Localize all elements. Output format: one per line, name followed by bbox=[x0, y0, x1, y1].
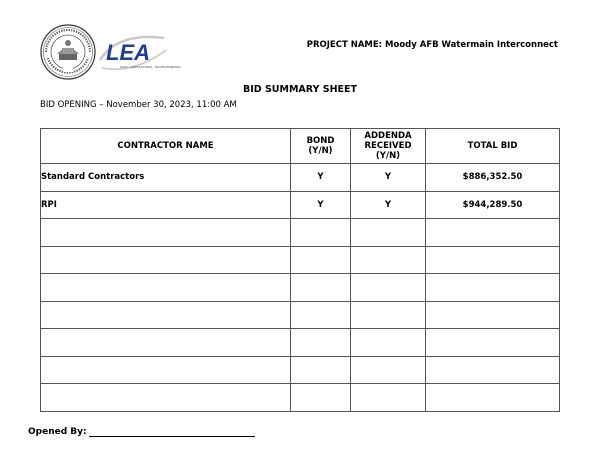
addenda-cell bbox=[351, 219, 426, 247]
total-bid-cell bbox=[426, 274, 560, 302]
header-bond: BOND (Y/N) bbox=[291, 129, 351, 164]
header-addenda-received: ADDENDA RECEIVED (Y/N) bbox=[351, 129, 426, 164]
total-bid-cell bbox=[426, 219, 560, 247]
contractor-name-cell: RPI bbox=[41, 191, 291, 219]
bond-cell bbox=[291, 356, 351, 384]
addenda-cell: Y bbox=[351, 191, 426, 219]
contractor-name-cell bbox=[41, 356, 291, 384]
table-row bbox=[41, 219, 560, 247]
county-seal-icon bbox=[40, 24, 96, 80]
addenda-cell bbox=[351, 356, 426, 384]
contractor-name-cell: Standard Contractors bbox=[41, 164, 291, 192]
bond-cell bbox=[291, 301, 351, 329]
contractor-name-cell bbox=[41, 219, 291, 247]
total-bid-cell: $944,289.50 bbox=[426, 191, 560, 219]
bond-cell: Y bbox=[291, 191, 351, 219]
table-row bbox=[41, 274, 560, 302]
addenda-cell bbox=[351, 329, 426, 357]
header-contractor-name: CONTRACTOR NAME bbox=[41, 129, 291, 164]
total-bid-cell bbox=[426, 384, 560, 412]
bond-cell bbox=[291, 246, 351, 274]
table-header-row bbox=[41, 129, 560, 164]
table-row bbox=[41, 301, 560, 329]
table-row bbox=[41, 191, 560, 219]
logo-tagline: CIVIL · AGRICULTURAL · ENVIRONMENTAL bbox=[120, 65, 182, 69]
signature-line bbox=[89, 427, 255, 437]
opened-by-field bbox=[28, 427, 255, 437]
total-bid-cell: $886,352.50 bbox=[426, 164, 560, 192]
total-bid-cell bbox=[426, 356, 560, 384]
table-row bbox=[41, 164, 560, 192]
opened-by-label: Opened By: bbox=[28, 427, 87, 437]
bond-cell bbox=[291, 384, 351, 412]
lea-logo bbox=[98, 30, 182, 74]
addenda-cell bbox=[351, 384, 426, 412]
addenda-cell bbox=[351, 274, 426, 302]
bond-cell bbox=[291, 329, 351, 357]
project-name: PROJECT NAME: Moody AFB Watermain Interconnect bbox=[306, 40, 558, 50]
table-row bbox=[41, 384, 560, 412]
addenda-cell bbox=[351, 246, 426, 274]
bond-cell bbox=[291, 219, 351, 247]
bid-opening-date: BID OPENING – November 30, 2023, 11:00 AM bbox=[40, 100, 237, 110]
contractor-name-cell bbox=[41, 301, 291, 329]
total-bid-cell bbox=[426, 329, 560, 357]
contractor-name-cell bbox=[41, 246, 291, 274]
addenda-cell: Y bbox=[351, 164, 426, 192]
page-title: BID SUMMARY SHEET bbox=[242, 84, 358, 95]
logo-text: LEA bbox=[106, 40, 150, 65]
bid-summary-table bbox=[40, 128, 560, 412]
contractor-name-cell bbox=[41, 329, 291, 357]
contractor-name-cell bbox=[41, 384, 291, 412]
table-row bbox=[41, 356, 560, 384]
addenda-cell bbox=[351, 301, 426, 329]
table-row bbox=[41, 246, 560, 274]
total-bid-cell bbox=[426, 301, 560, 329]
table-row bbox=[41, 329, 560, 357]
contractor-name-cell bbox=[41, 274, 291, 302]
bond-cell bbox=[291, 274, 351, 302]
total-bid-cell bbox=[426, 246, 560, 274]
header-total-bid: TOTAL BID bbox=[426, 129, 560, 164]
bond-cell: Y bbox=[291, 164, 351, 192]
